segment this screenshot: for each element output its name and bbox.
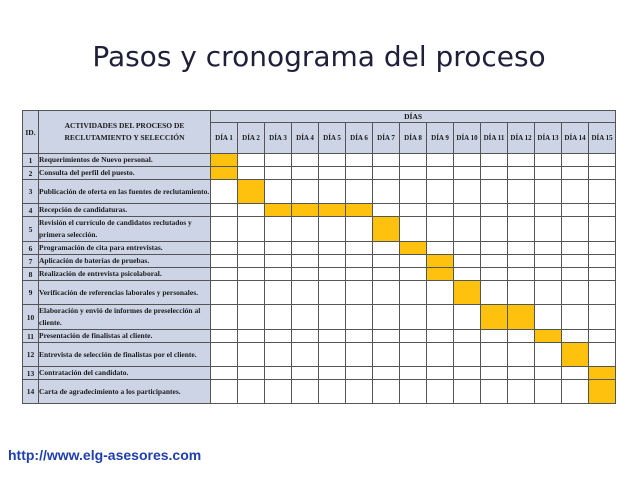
table-row: [23, 281, 616, 305]
day-cell: [238, 380, 265, 404]
day-cell: [238, 167, 265, 180]
day-cell: [454, 204, 481, 217]
day-cell: [346, 167, 373, 180]
day-header: DÍA 15: [589, 123, 616, 154]
table-row: [23, 330, 616, 343]
table-row: [23, 217, 616, 242]
day-cell: [211, 217, 238, 242]
day-cell: [562, 268, 589, 281]
day-cell: [508, 204, 535, 217]
day-cell: [265, 217, 292, 242]
scheduled-day-cell: [535, 330, 562, 343]
day-cell: [238, 217, 265, 242]
table-row: [23, 343, 616, 367]
day-cell: [211, 180, 238, 204]
day-cell: [508, 154, 535, 167]
day-cell: [508, 167, 535, 180]
day-cell: [265, 255, 292, 268]
table-row: [23, 305, 616, 330]
activity-cell: Programación de cita para entrevistas.: [39, 242, 211, 255]
day-cell: [319, 367, 346, 380]
activity-cell: Realización de entrevista psicolaboral.: [39, 268, 211, 281]
day-cell: [346, 380, 373, 404]
row-id: 13: [23, 367, 39, 380]
day-cell: [373, 268, 400, 281]
day-cell: [535, 167, 562, 180]
day-cell: [211, 343, 238, 367]
table-row: [23, 255, 616, 268]
day-cell: [400, 204, 427, 217]
day-cell: [400, 343, 427, 367]
day-cell: [481, 343, 508, 367]
scheduled-day-cell: [562, 343, 589, 367]
day-cell: [373, 330, 400, 343]
day-cell: [589, 343, 616, 367]
day-cell: [508, 217, 535, 242]
day-cell: [481, 330, 508, 343]
day-cell: [319, 268, 346, 281]
day-cell: [589, 242, 616, 255]
day-cell: [346, 343, 373, 367]
day-cell: [454, 167, 481, 180]
row-id: 8: [23, 268, 39, 281]
activity-cell: Requerimientos de Nuevo personal.: [39, 154, 211, 167]
scheduled-day-cell: [400, 242, 427, 255]
day-cell: [535, 204, 562, 217]
row-id: 6: [23, 242, 39, 255]
day-cell: [589, 330, 616, 343]
scheduled-day-cell: [481, 305, 508, 330]
day-cell: [562, 305, 589, 330]
day-cell: [346, 217, 373, 242]
day-cell: [589, 281, 616, 305]
day-cell: [562, 204, 589, 217]
row-id: 3: [23, 180, 39, 204]
day-cell: [562, 180, 589, 204]
day-cell: [319, 330, 346, 343]
header-row-top: [23, 111, 616, 123]
day-cell: [319, 281, 346, 305]
day-cell: [454, 343, 481, 367]
scheduled-day-cell: [508, 305, 535, 330]
day-cell: [346, 367, 373, 380]
schedule-table: [22, 110, 616, 404]
table-row: [23, 380, 616, 404]
day-cell: [427, 180, 454, 204]
day-cell: [238, 343, 265, 367]
day-cell: [319, 380, 346, 404]
day-cell: [481, 217, 508, 242]
day-cell: [292, 305, 319, 330]
day-cell: [508, 380, 535, 404]
day-cell: [454, 255, 481, 268]
day-cell: [292, 217, 319, 242]
day-cell: [481, 154, 508, 167]
day-cell: [346, 330, 373, 343]
day-cell: [562, 242, 589, 255]
day-cell: [211, 242, 238, 255]
day-cell: [211, 255, 238, 268]
scheduled-day-cell: [589, 380, 616, 404]
website-link[interactable]: http://www.elg-asesores.com: [8, 447, 202, 463]
day-header: DÍA 3: [265, 123, 292, 154]
days-header: DÍAS: [211, 111, 616, 123]
day-cell: [427, 367, 454, 380]
day-cell: [346, 268, 373, 281]
scheduled-day-cell: [589, 367, 616, 380]
day-cell: [508, 281, 535, 305]
day-cell: [400, 154, 427, 167]
day-header: DÍA 8: [400, 123, 427, 154]
row-id: 7: [23, 255, 39, 268]
day-cell: [400, 255, 427, 268]
row-id: 1: [23, 154, 39, 167]
day-cell: [346, 255, 373, 268]
day-cell: [508, 367, 535, 380]
day-cell: [589, 255, 616, 268]
scheduled-day-cell: [265, 204, 292, 217]
day-cell: [400, 380, 427, 404]
day-cell: [400, 180, 427, 204]
table-row: [23, 268, 616, 281]
day-cell: [211, 330, 238, 343]
day-header: DÍA 9: [427, 123, 454, 154]
day-cell: [535, 217, 562, 242]
day-cell: [211, 380, 238, 404]
day-cell: [427, 305, 454, 330]
day-cell: [265, 305, 292, 330]
day-cell: [481, 268, 508, 281]
table-row: [23, 242, 616, 255]
day-cell: [508, 343, 535, 367]
scheduled-day-cell: [373, 217, 400, 242]
day-cell: [373, 343, 400, 367]
day-cell: [238, 305, 265, 330]
day-cell: [400, 367, 427, 380]
day-cell: [346, 154, 373, 167]
row-id: 11: [23, 330, 39, 343]
day-cell: [238, 330, 265, 343]
day-cell: [400, 281, 427, 305]
activity-cell: Aplicación de baterías de pruebas.: [39, 255, 211, 268]
day-cell: [319, 242, 346, 255]
day-cell: [211, 268, 238, 281]
table-row: [23, 367, 616, 380]
scheduled-day-cell: [346, 204, 373, 217]
day-cell: [427, 154, 454, 167]
day-cell: [535, 268, 562, 281]
day-header: DÍA 1: [211, 123, 238, 154]
day-header: DÍA 2: [238, 123, 265, 154]
scheduled-day-cell: [211, 154, 238, 167]
day-cell: [265, 180, 292, 204]
day-cell: [292, 380, 319, 404]
day-cell: [589, 180, 616, 204]
activity-header: ACTIVIDADES DEL PROCESO DE RECLUTAMIENTO Y SELECCIÓN: [39, 111, 211, 154]
activity-cell: Carta de agradecimiento a los participantes.: [39, 380, 211, 404]
day-cell: [481, 242, 508, 255]
day-cell: [427, 343, 454, 367]
day-cell: [319, 305, 346, 330]
day-header: DÍA 6: [346, 123, 373, 154]
day-cell: [481, 255, 508, 268]
day-cell: [265, 268, 292, 281]
day-cell: [238, 268, 265, 281]
row-id: 5: [23, 217, 39, 242]
day-cell: [427, 242, 454, 255]
day-cell: [535, 255, 562, 268]
day-cell: [589, 268, 616, 281]
day-header: DÍA 5: [319, 123, 346, 154]
row-id: 14: [23, 380, 39, 404]
day-cell: [292, 167, 319, 180]
scheduled-day-cell: [319, 204, 346, 217]
day-cell: [562, 217, 589, 242]
day-cell: [562, 367, 589, 380]
row-id: 10: [23, 305, 39, 330]
day-cell: [454, 242, 481, 255]
scheduled-day-cell: [427, 255, 454, 268]
row-id: 2: [23, 167, 39, 180]
day-cell: [238, 367, 265, 380]
day-cell: [292, 343, 319, 367]
day-cell: [373, 380, 400, 404]
day-cell: [508, 180, 535, 204]
day-cell: [319, 167, 346, 180]
day-cell: [589, 305, 616, 330]
day-cell: [454, 380, 481, 404]
day-cell: [427, 281, 454, 305]
day-cell: [346, 242, 373, 255]
day-cell: [481, 367, 508, 380]
day-cell: [346, 281, 373, 305]
day-cell: [589, 154, 616, 167]
activity-cell: Elaboración y envió de informes de preselección al cliente.: [39, 305, 211, 330]
table-row: [23, 154, 616, 167]
day-cell: [535, 242, 562, 255]
day-cell: [535, 367, 562, 380]
day-cell: [211, 204, 238, 217]
day-cell: [481, 167, 508, 180]
day-cell: [400, 305, 427, 330]
day-cell: [400, 330, 427, 343]
day-cell: [211, 281, 238, 305]
day-cell: [535, 305, 562, 330]
activity-cell: Verificación de referencias laborales y personales.: [39, 281, 211, 305]
day-cell: [238, 255, 265, 268]
day-cell: [535, 281, 562, 305]
activity-cell: Recepción de candidaturas.: [39, 204, 211, 217]
day-cell: [373, 367, 400, 380]
day-cell: [373, 305, 400, 330]
day-cell: [562, 255, 589, 268]
day-cell: [454, 367, 481, 380]
scheduled-day-cell: [427, 268, 454, 281]
day-cell: [535, 154, 562, 167]
day-cell: [292, 330, 319, 343]
day-cell: [265, 330, 292, 343]
day-cell: [211, 367, 238, 380]
day-cell: [265, 367, 292, 380]
day-cell: [373, 204, 400, 217]
day-cell: [319, 255, 346, 268]
day-cell: [427, 204, 454, 217]
page-title: Pasos y cronograma del proceso: [92, 40, 546, 73]
day-cell: [400, 217, 427, 242]
table-row: [23, 204, 616, 217]
day-header: DÍA 14: [562, 123, 589, 154]
day-cell: [238, 204, 265, 217]
scheduled-day-cell: [211, 167, 238, 180]
day-cell: [373, 281, 400, 305]
day-header: DÍA 4: [292, 123, 319, 154]
day-cell: [319, 154, 346, 167]
day-cell: [589, 217, 616, 242]
scheduled-day-cell: [454, 281, 481, 305]
day-cell: [292, 268, 319, 281]
day-cell: [319, 180, 346, 204]
day-cell: [481, 281, 508, 305]
activity-cell: Publicación de oferta en las fuentes de reclutamiento.: [39, 180, 211, 204]
day-cell: [454, 217, 481, 242]
activity-cell: Presentación de finalistas al cliente.: [39, 330, 211, 343]
day-cell: [454, 305, 481, 330]
day-cell: [427, 217, 454, 242]
day-cell: [346, 180, 373, 204]
id-header: ID.: [23, 111, 39, 154]
activity-cell: Consulta del perfil del puesto.: [39, 167, 211, 180]
day-header: DÍA 12: [508, 123, 535, 154]
day-cell: [373, 242, 400, 255]
day-cell: [535, 343, 562, 367]
day-cell: [589, 167, 616, 180]
day-cell: [481, 204, 508, 217]
day-cell: [373, 154, 400, 167]
day-cell: [292, 255, 319, 268]
day-cell: [508, 255, 535, 268]
day-cell: [562, 281, 589, 305]
day-cell: [265, 154, 292, 167]
day-cell: [562, 167, 589, 180]
day-cell: [292, 154, 319, 167]
day-cell: [535, 380, 562, 404]
day-cell: [292, 242, 319, 255]
day-cell: [454, 268, 481, 281]
day-header: DÍA 11: [481, 123, 508, 154]
day-cell: [454, 180, 481, 204]
activity-cell: Contratación del candidato.: [39, 367, 211, 380]
day-cell: [211, 305, 238, 330]
day-cell: [427, 330, 454, 343]
day-header: DÍA 13: [535, 123, 562, 154]
row-id: 4: [23, 204, 39, 217]
day-cell: [508, 268, 535, 281]
day-cell: [265, 281, 292, 305]
day-cell: [265, 167, 292, 180]
activity-cell: Revisión el currículo de candidatos reclutados y primera selección.: [39, 217, 211, 242]
table-row: [23, 180, 616, 204]
day-cell: [589, 204, 616, 217]
day-cell: [454, 154, 481, 167]
day-cell: [535, 180, 562, 204]
table-row: [23, 167, 616, 180]
day-cell: [562, 154, 589, 167]
day-cell: [373, 180, 400, 204]
day-cell: [265, 343, 292, 367]
day-cell: [265, 380, 292, 404]
day-cell: [238, 281, 265, 305]
day-cell: [481, 180, 508, 204]
row-id: 12: [23, 343, 39, 367]
scheduled-day-cell: [292, 204, 319, 217]
day-cell: [319, 217, 346, 242]
day-cell: [508, 242, 535, 255]
day-cell: [319, 343, 346, 367]
day-cell: [400, 167, 427, 180]
row-id: 9: [23, 281, 39, 305]
day-cell: [373, 255, 400, 268]
day-cell: [481, 380, 508, 404]
day-cell: [292, 180, 319, 204]
day-cell: [292, 367, 319, 380]
scheduled-day-cell: [238, 180, 265, 204]
day-cell: [454, 330, 481, 343]
day-cell: [562, 380, 589, 404]
day-cell: [346, 305, 373, 330]
day-header: DÍA 7: [373, 123, 400, 154]
day-cell: [238, 242, 265, 255]
activity-cell: Entrevista de selección de finalistas por el cliente.: [39, 343, 211, 367]
day-cell: [427, 380, 454, 404]
day-cell: [373, 167, 400, 180]
day-cell: [265, 242, 292, 255]
day-cell: [292, 281, 319, 305]
day-header: DÍA 10: [454, 123, 481, 154]
day-cell: [508, 330, 535, 343]
day-cell: [427, 167, 454, 180]
day-cell: [562, 330, 589, 343]
day-cell: [238, 154, 265, 167]
day-cell: [400, 268, 427, 281]
